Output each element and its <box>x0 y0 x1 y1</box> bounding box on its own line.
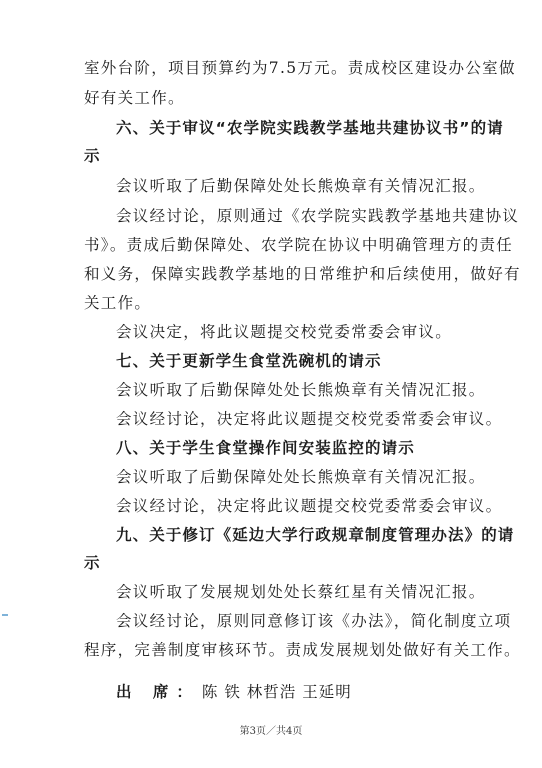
page-number-footer: 第3页／共4页 <box>239 726 303 737</box>
paragraph-line: 好有关工作。 <box>84 89 185 107</box>
paragraph-line: 书》。责成后勤保障处、农学院在协议中明确管理方的责任 <box>84 236 514 254</box>
section-heading-6-cont: 示 <box>84 147 101 165</box>
paragraph-line: 会议决定，将此议题提交校党委常委会审议。 <box>116 323 453 341</box>
paragraph-line: 会议经讨论，决定将此议题提交校党委常委会审议。 <box>116 410 503 428</box>
paragraph-line: 会议经讨论，原则同意修订该《办法》，简化制度立项 <box>116 612 512 630</box>
paragraph-line: 会议听取了后勤保障处处长熊焕章有关情况汇报。 <box>116 381 486 399</box>
paragraph-line: 会议听取了后勤保障处处长熊焕章有关情况汇报。 <box>116 468 486 486</box>
attendance-label: 出 席： <box>116 683 200 701</box>
attendance-names: 陈 铁 林哲浩 王延明 <box>201 683 352 701</box>
paragraph-line: 会议经讨论，决定将此议题提交校党委常委会审议。 <box>116 497 503 515</box>
scan-mark <box>2 614 8 616</box>
paragraph-line: 会议听取了发展规划处处长蔡红星有关情况汇报。 <box>116 583 486 601</box>
section-heading-8: 八、关于学生食堂操作间安装监控的请示 <box>116 439 415 457</box>
section-heading-9-cont: 示 <box>84 554 101 572</box>
attendance-line <box>116 682 352 702</box>
section-heading-9: 九、关于修订《延边大学行政规章制度管理办法》的请 <box>116 526 515 544</box>
paragraph-line: 和义务，保障实践教学基地的日常维护和后续使用，做好有 <box>84 265 521 283</box>
paragraph-line: 室外台阶，项目预算约为7.5万元。责成校区建设办公室做 <box>84 59 516 77</box>
section-heading-6: 六、关于审议“农学院实践教学基地共建协议书”的请 <box>116 119 504 137</box>
paragraph-line: 关工作。 <box>84 294 152 312</box>
paragraph-line: 会议经讨论，原则通过《农学院实践教学基地共建协议 <box>116 207 520 225</box>
paragraph-line: 程序，完善制度审核环节。责成发展规划处做好有关工作。 <box>84 641 521 659</box>
section-heading-7: 七、关于更新学生食堂洗碗机的请示 <box>116 352 382 370</box>
paragraph-line: 会议听取了后勤保障处处长熊焕章有关情况汇报。 <box>116 177 486 195</box>
